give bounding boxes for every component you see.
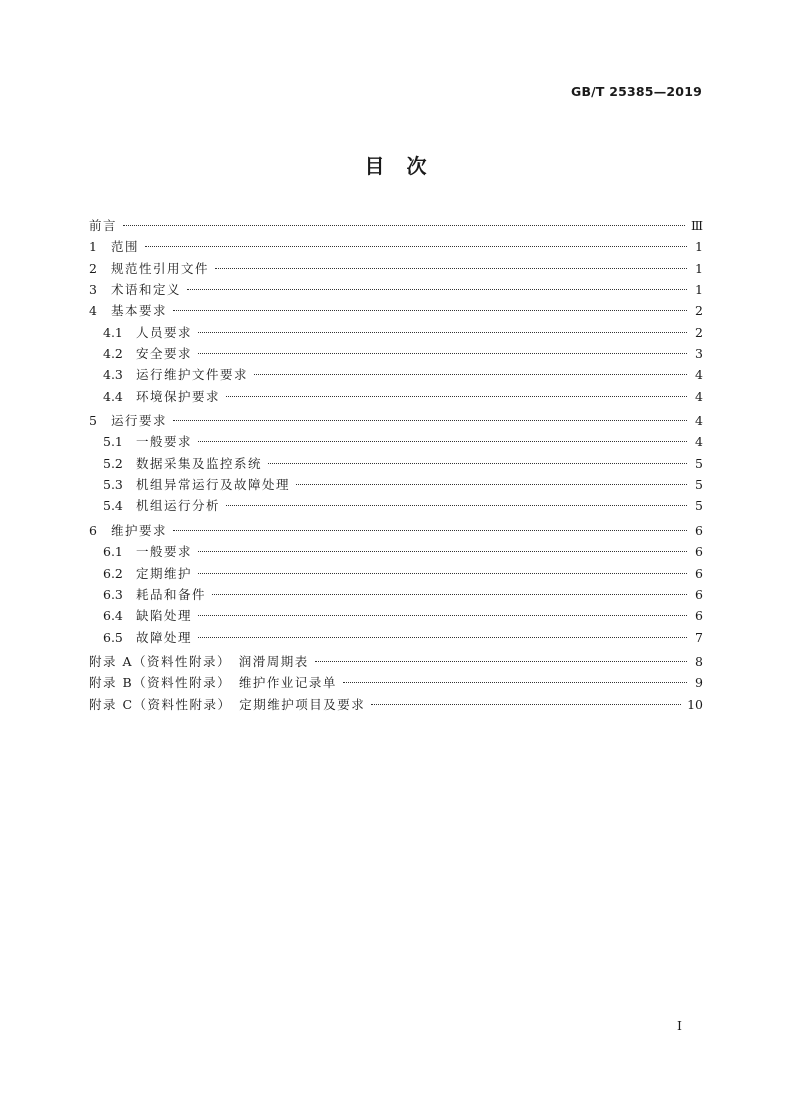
toc-dot-leader [198,441,687,442]
toc-dot-leader [198,353,687,354]
toc-dot-leader [371,704,681,705]
toc-entry-number: 6.4 [103,608,123,624]
toc-entry[interactable] [89,236,703,257]
toc-dot-leader [254,374,687,375]
toc-entry-page: 4 [695,434,703,450]
toc-dot-leader [198,573,687,574]
toc-dot-leader [198,637,687,638]
table-of-contents [89,215,703,715]
toc-dot-leader [343,682,687,683]
toc-entry-page: 5 [695,498,703,514]
toc-entry[interactable] [89,541,703,562]
toc-dot-leader [198,615,687,616]
toc-entry[interactable] [89,627,703,648]
toc-entry[interactable] [89,495,703,516]
toc-entry-page: Ⅲ [690,218,703,233]
toc-dot-leader [315,661,687,662]
toc-entry-page: 4 [695,413,703,429]
toc-entry[interactable] [89,343,703,364]
toc-entry-label: 范围 [111,239,140,255]
toc-entry[interactable] [89,279,703,300]
toc-entry-number: 6.2 [103,565,123,581]
toc-entry-label: 安全要求 [136,346,193,362]
toc-dot-leader [198,332,687,333]
toc-entry-page: 6 [695,608,703,624]
page-number: I [677,1018,682,1033]
toc-entry[interactable] [89,364,703,385]
toc-entry-page: 7 [695,629,703,645]
toc-entry-number: 6 [89,522,97,538]
toc-dot-leader [226,505,687,506]
toc-entry[interactable] [89,563,703,584]
toc-entry-number: 5 [89,413,97,429]
toc-entry-page: 3 [695,346,703,362]
toc-entry-page: 10 [687,696,703,712]
toc-entry-label: 运行要求 [111,413,168,429]
toc-entry[interactable] [89,605,703,626]
toc-entry[interactable] [89,258,703,279]
toc-dot-leader [296,484,687,485]
toc-entry-page: 1 [695,282,703,298]
toc-dot-leader [187,289,687,290]
toc-entry-label: 故障处理 [136,629,193,645]
toc-entry-label: 环境保护要求 [136,388,221,404]
toc-entry-page: 4 [695,367,703,383]
toc-entry-page: 6 [695,522,703,538]
toc-entry-number: 5.2 [103,455,123,471]
toc-entry[interactable] [89,431,703,452]
toc-entry-number: 3 [89,282,97,298]
toc-entry-page: 9 [695,675,703,691]
toc-entry-number: 6.5 [103,629,123,645]
toc-dot-leader [123,225,685,226]
toc-entry-label: 一般要求 [136,544,193,560]
toc-entry-label: 人员要求 [136,324,193,340]
toc-entry-label: 前言 [89,218,118,233]
toc-entry[interactable] [89,410,703,431]
toc-dot-leader [173,420,687,421]
toc-entry-label: 缺陷处理 [136,608,193,624]
toc-entry-number: 4 [89,303,97,319]
toc-entry-number: 4.4 [103,388,123,404]
toc-entry-number: 5.3 [103,477,123,493]
toc-dot-leader [198,551,687,552]
toc-entry[interactable] [89,453,703,474]
toc-entry-label: 机组异常运行及故障处理 [136,477,291,493]
standard-code: GB/T 25385—2019 [570,84,702,99]
toc-entry-label: 附录 B（资料性附录） 维护作业记录单 [89,675,337,691]
toc-entry-label: 基本要求 [111,303,168,319]
toc-entry-label: 机组运行分析 [136,498,221,514]
toc-entry-page: 8 [695,653,703,669]
toc-entry-label: 术语和定义 [111,282,182,298]
toc-entry-page: 2 [695,324,703,340]
toc-entry-label: 运行维护文件要求 [136,367,249,383]
toc-entry-number: 6.1 [103,544,123,560]
toc-entry-page: 6 [695,586,703,602]
toc-entry-number: 1 [89,239,97,255]
toc-entry-number: 5.1 [103,434,123,450]
toc-entry-page: 6 [695,565,703,581]
toc-entry[interactable] [89,651,703,672]
toc-entry[interactable] [89,474,703,495]
toc-entry-number: 4.1 [103,324,123,340]
toc-entry-number: 4.2 [103,346,123,362]
toc-entry-label: 维护要求 [111,522,168,538]
toc-entry[interactable] [89,322,703,343]
toc-entry-page: 4 [695,388,703,404]
toc-dot-leader [173,310,687,311]
toc-entry[interactable] [89,215,703,236]
toc-dot-leader [145,246,687,247]
page-title: 目 次 [364,154,428,178]
toc-dot-leader [226,396,687,397]
toc-entry-label: 耗品和备件 [136,586,207,602]
toc-entry-label: 数据采集及监控系统 [136,455,263,471]
toc-entry-number: 4.3 [103,367,123,383]
toc-entry[interactable] [89,386,703,407]
toc-entry[interactable] [89,694,703,715]
toc-entry-label: 规范性引用文件 [111,260,210,276]
toc-entry-page: 5 [695,477,703,493]
toc-entry-label: 定期维护 [136,565,193,581]
toc-entry-label: 附录 C（资料性附录） 定期维护项目及要求 [89,696,366,712]
toc-dot-leader [268,463,687,464]
toc-entry-number: 5.4 [103,498,123,514]
toc-entry[interactable] [89,584,703,605]
toc-dot-leader [173,530,687,531]
toc-entry-number: 2 [89,260,97,276]
toc-dot-leader [215,268,687,269]
toc-entry[interactable] [89,520,703,541]
toc-dot-leader [212,594,687,595]
toc-entry-page: 2 [695,303,703,319]
toc-entry-label: 附录 A（资料性附录） 润滑周期表 [89,653,309,669]
toc-entry-label: 一般要求 [136,434,193,450]
toc-entry[interactable] [89,300,703,321]
toc-entry-number: 6.3 [103,586,123,602]
toc-entry-page: 1 [695,239,703,255]
toc-entry-page: 6 [695,544,703,560]
toc-entry-page: 1 [695,260,703,276]
toc-entry-page: 5 [695,455,703,471]
toc-entry[interactable] [89,672,703,693]
